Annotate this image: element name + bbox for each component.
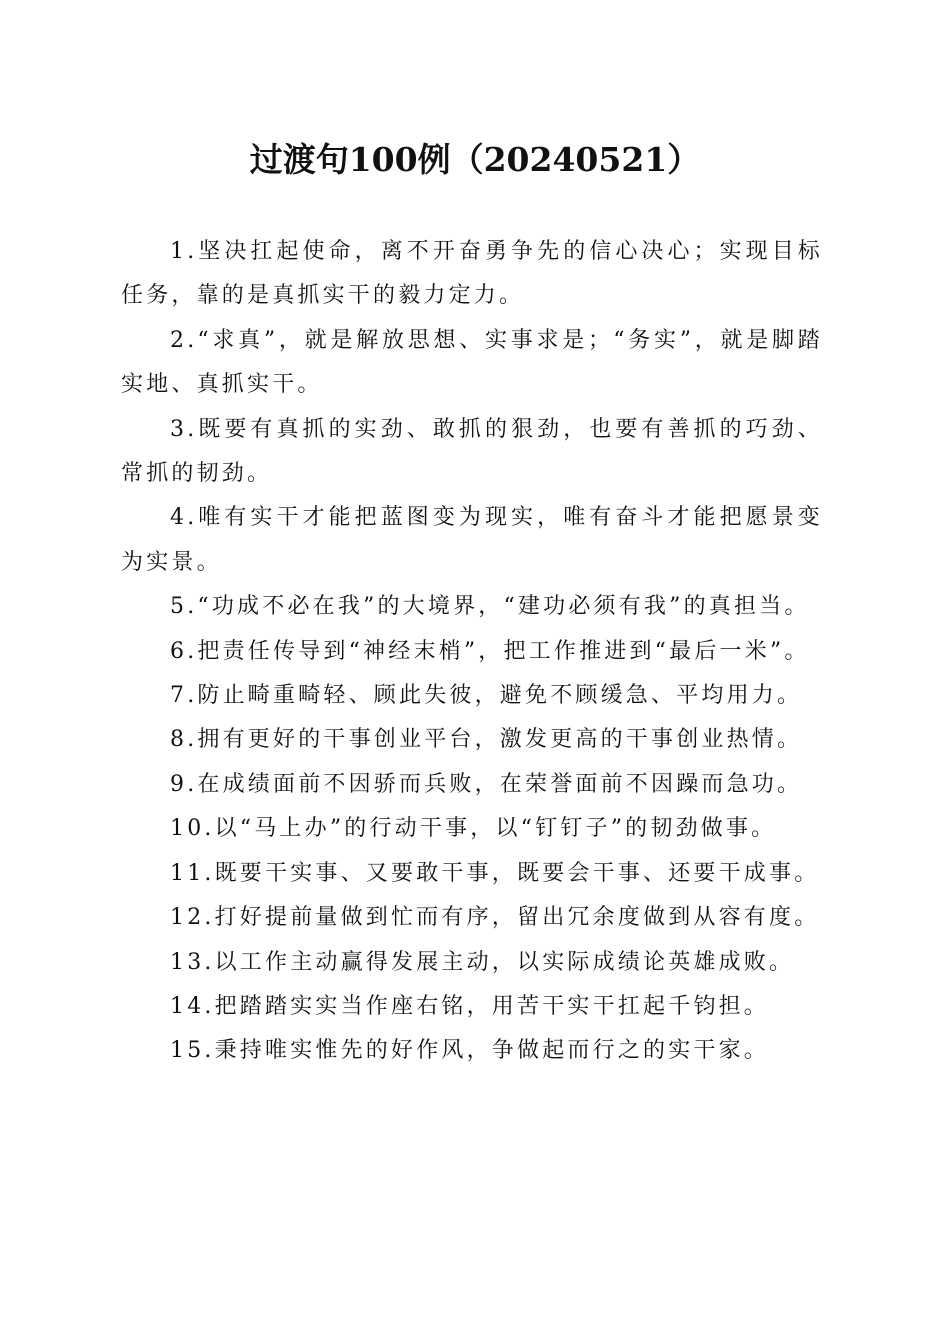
paragraph-14: 14.把踏踏实实当作座右铭，用苦干实干扛起千钧担。 <box>170 993 769 1019</box>
paragraph-4: 4.唯有实干才能把蓝图变为现实，唯有奋斗才能把愿景变为实景。 <box>121 505 823 575</box>
paragraph-8: 8.拥有更好的干事创业平台，激发更高的干事创业热情。 <box>170 727 803 753</box>
paragraph-15: 15.秉持唯实惟先的好作风，争做起而行之的实干家。 <box>170 1038 769 1064</box>
document-title: 过渡句100例（20240521） <box>249 140 701 179</box>
paragraph-9: 9.在成绩面前不因骄而兵败，在荣誉面前不因躁而急功。 <box>170 771 803 797</box>
document-body <box>121 230 823 1074</box>
paragraph-1: 1.坚决扛起使命，离不开奋勇争先的信心决心；实现目标任务，靠的是真抓实干的毅力定力。 <box>121 239 823 309</box>
paragraph-7: 7.防止畸重畸轻、顾此失彼，避免不顾缓急、平均用力。 <box>170 683 803 709</box>
paragraph-5: 5.“功成不必在我”的大境界，“建功必须有我”的真担当。 <box>170 594 810 620</box>
paragraph-13: 13.以工作主动赢得发展主动，以实际成绩论英雄成败。 <box>170 949 795 975</box>
paragraph-12: 12.打好提前量做到忙而有序，留出冗余度做到从容有度。 <box>170 905 820 931</box>
paragraph-2: 2.“求真”，就是解放思想、实事求是；“务实”，就是脚踏实地、真抓实干。 <box>121 327 823 398</box>
paragraph-6: 6.把责任传导到“神经末梢”，把工作推进到“最后一米”。 <box>170 638 810 664</box>
paragraph-11: 11.既要干实事、又要敢干事，既要会干事、还要干成事。 <box>170 860 820 886</box>
paragraph-3: 3.既要有真抓的实劲、敢抓的狠劲，也要有善抓的巧劲、常抓的韧劲。 <box>121 416 823 487</box>
paragraph-10: 10.以“马上办”的行动干事，以“钉钉子”的韧劲做事。 <box>170 816 777 842</box>
